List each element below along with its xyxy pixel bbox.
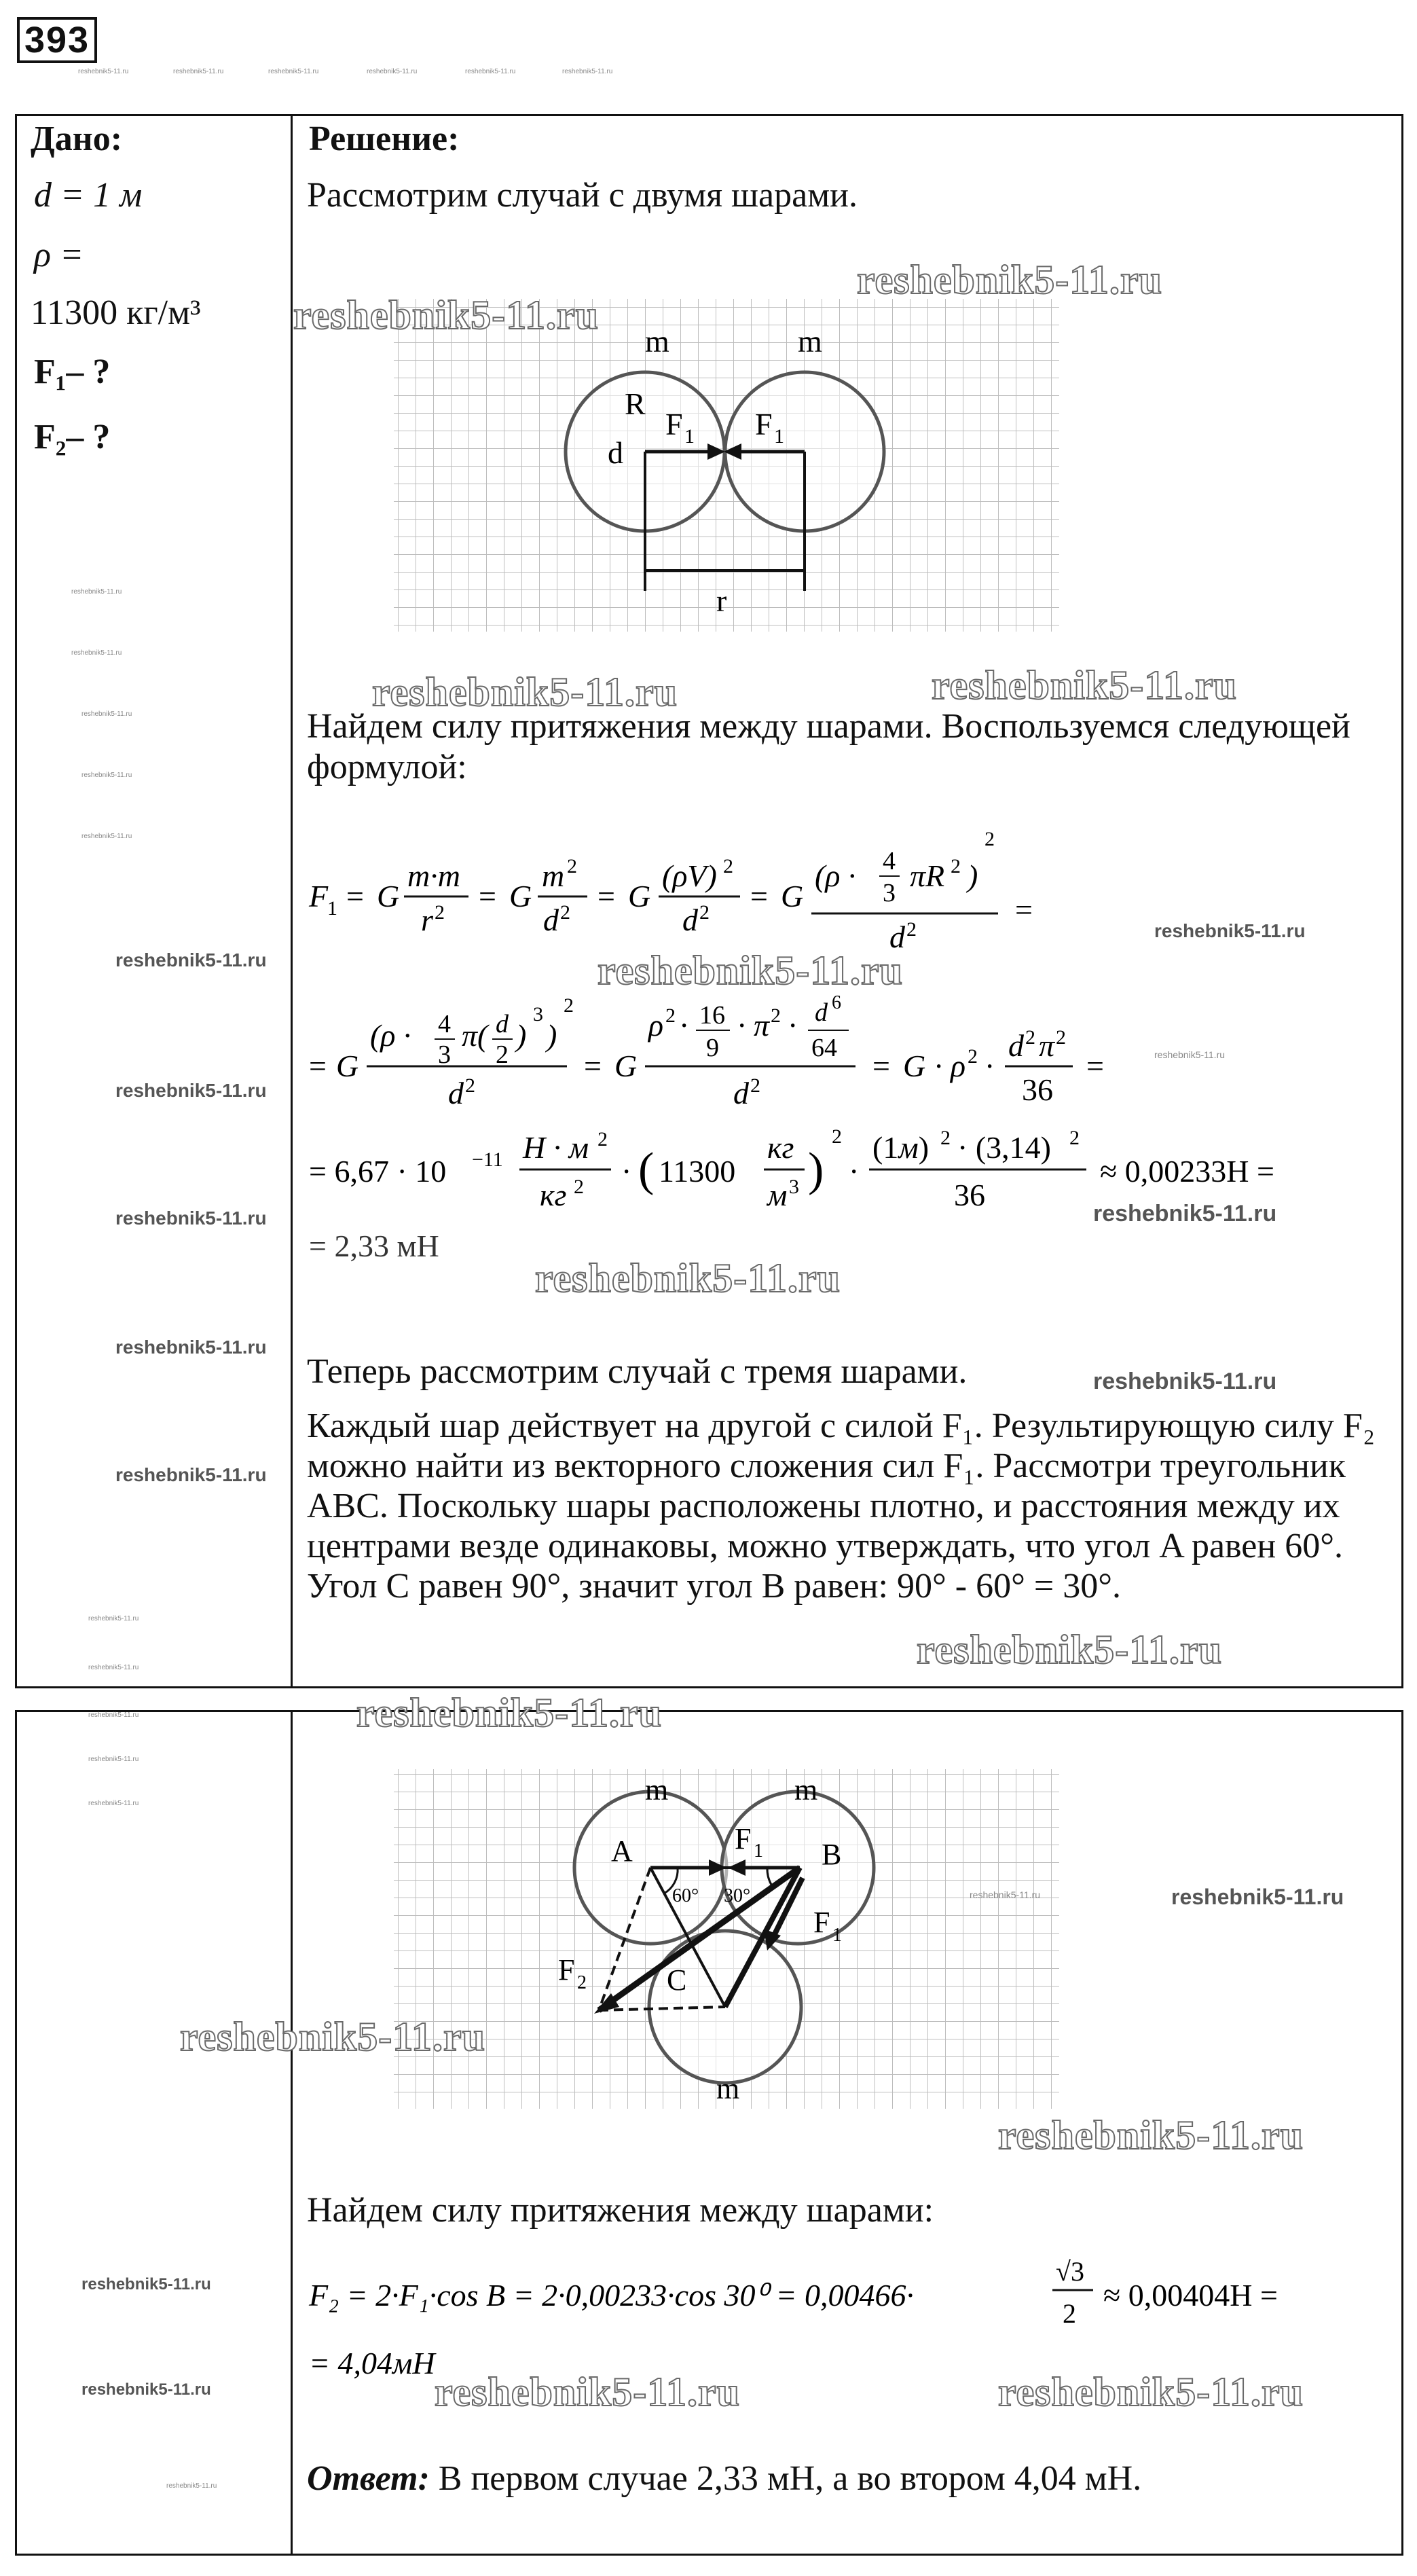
- watermark: reshebnik5-11.ru: [435, 2370, 740, 2414]
- svg-text:π: π: [754, 1008, 770, 1042]
- svg-text:64: 64: [811, 1034, 837, 1062]
- svg-text:· (3,14): · (3,14): [957, 1130, 1051, 1165]
- given-F1: F₁– ?: [34, 352, 111, 391]
- svg-text:m·m: m·m: [407, 858, 460, 893]
- svg-text:2: 2: [435, 901, 445, 924]
- svg-text:=: =: [597, 879, 615, 913]
- solution-title: Решение:: [309, 120, 460, 158]
- sub-F1-left: 1: [684, 425, 695, 448]
- watermark: reshebnik5-11.ru: [356, 1690, 662, 1735]
- sub-F2: 2: [577, 1972, 587, 1993]
- svg-text:2: 2: [699, 901, 710, 924]
- case-three-text: Теперь рассмотрим случай с тремя шарами.: [307, 1352, 968, 1391]
- find-force-text-1: Найдем силу притяжения между шарами. Воспользуемся следующей формулой:: [307, 707, 1350, 786]
- svg-text:G: G: [509, 879, 532, 913]
- watermark-mid: reshebnik5-11.ru: [115, 1464, 267, 1485]
- svg-text:G: G: [614, 1049, 638, 1083]
- svg-text:F: F: [309, 879, 329, 913]
- watermark: reshebnik5-11.ru: [998, 2370, 1304, 2414]
- svg-text:−11: −11: [472, 1148, 503, 1171]
- answer-label: Ответ:: [307, 2459, 430, 2498]
- svg-text:π(: π(: [462, 1018, 488, 1053]
- watermark: reshebnik5-11.ru: [597, 948, 903, 993]
- svg-text:2: 2: [1069, 1127, 1080, 1149]
- watermark-mid: reshebnik5-11.ru: [1154, 920, 1306, 941]
- svg-text:= 6,67 · 10: = 6,67 · 10: [309, 1154, 447, 1189]
- watermark: reshebnik5-11.ru: [917, 1627, 1222, 1672]
- watermark-mid: reshebnik5-11.ru: [115, 1208, 267, 1229]
- svg-text:H · м: H · м: [523, 1130, 589, 1165]
- watermark: reshebnik5-11.ru: [932, 663, 1237, 708]
- svg-text:√3: √3: [1056, 2256, 1084, 2287]
- svg-text:): ): [808, 1144, 824, 1196]
- label-C: C: [667, 1963, 687, 1997]
- svg-text:d: d: [889, 920, 905, 954]
- problem-number: 393: [17, 17, 97, 63]
- svg-text:G: G: [336, 1049, 359, 1083]
- diagram-three-spheres: [292, 1739, 1141, 2146]
- given-rho-label: ρ =: [34, 236, 84, 274]
- svg-text:2: 2: [1063, 2298, 1076, 2329]
- svg-text:=: =: [309, 1049, 327, 1083]
- svg-text:кг: кг: [767, 1130, 794, 1165]
- watermark-tiny: reshebnik5-11.ru: [1154, 1049, 1226, 1060]
- svg-text:2: 2: [906, 918, 917, 941]
- svg-text:(ρ ·: (ρ ·: [370, 1018, 411, 1053]
- watermark-tiny: reshebnik5-11.ru: [88, 1756, 139, 1763]
- svg-text:G: G: [903, 1049, 926, 1083]
- svg-text:=: =: [1015, 892, 1033, 927]
- watermark-tiny: reshebnik5-11.ru: [367, 68, 418, 75]
- label-r: r: [716, 583, 727, 618]
- svg-text:кг: кг: [540, 1178, 567, 1212]
- svg-text:r: r: [421, 903, 433, 937]
- watermark-mid: reshebnik5-11.ru: [115, 1337, 267, 1358]
- svg-text:м: м: [767, 1178, 788, 1212]
- watermark-tiny: reshebnik5-11.ru: [71, 649, 122, 657]
- svg-text:·: ·: [679, 1008, 690, 1042]
- svg-text:2: 2: [968, 1045, 978, 1068]
- result-1: = 2,33 мH: [309, 1229, 439, 1263]
- watermark-tiny: reshebnik5-11.ru: [81, 772, 132, 779]
- svg-text:2: 2: [567, 855, 577, 877]
- svg-text:2: 2: [1025, 1026, 1035, 1049]
- svg-text:·: ·: [849, 1154, 860, 1189]
- label-m-right: m: [798, 324, 822, 359]
- watermark-mid: reshebnik5-11.ru: [1093, 1368, 1277, 1394]
- svg-text:ρ: ρ: [951, 1049, 966, 1083]
- svg-text:11300: 11300: [659, 1154, 736, 1189]
- watermark-tiny: reshebnik5-11.ru: [88, 1615, 139, 1622]
- svg-text:2: 2: [597, 1128, 608, 1150]
- svg-text:3: 3: [883, 879, 896, 907]
- watermark-tiny: reshebnik5-11.ru: [88, 1711, 139, 1719]
- svg-text:m: m: [542, 858, 565, 893]
- given-rho-value: 11300 кг/м³: [31, 293, 201, 332]
- svg-text:d: d: [815, 998, 828, 1027]
- svg-text:πR: πR: [910, 858, 945, 893]
- watermark-tiny: reshebnik5-11.ru: [465, 68, 516, 75]
- svg-text:2: 2: [465, 1074, 475, 1097]
- label-F1-side: F: [813, 1906, 830, 1939]
- find-force-text-2: Найдем силу притяжения между шарами:: [307, 2191, 934, 2230]
- label-m-B: m: [794, 1773, 818, 1807]
- svg-text:3: 3: [438, 1040, 451, 1069]
- svg-text:d: d: [496, 1010, 509, 1038]
- svg-text:d: d: [682, 903, 698, 937]
- svg-text:·: ·: [788, 1008, 798, 1042]
- watermark-mid: reshebnik5-11.ru: [115, 949, 267, 970]
- watermark: reshebnik5-11.ru: [857, 257, 1162, 302]
- watermark: reshebnik5-11.ru: [180, 2014, 485, 2059]
- svg-text:=: =: [872, 1049, 890, 1083]
- svg-text:6: 6: [832, 992, 841, 1013]
- svg-text:·: ·: [934, 1049, 944, 1083]
- svg-text:3: 3: [789, 1176, 799, 1198]
- svg-text:2: 2: [1056, 1026, 1066, 1049]
- svg-text:G: G: [781, 879, 804, 913]
- explanation-text: Каждый шар действует на другой с силой F₁. Результирующую силу F₂ можно найти из векторного сложения сил F₁. Рассмотри треугольник ABC. Поскольку шары расположены плотно, и расстояния между их центрами везде одинаковы, можно утверждать, что угол A равен 60°. Угол C равен 90°, значит угол B равен: 90° - 60° = 30°.: [307, 1407, 1376, 1606]
- watermark: reshebnik5-11.ru: [535, 1256, 841, 1301]
- svg-text:(ρ ·: (ρ ·: [815, 858, 856, 893]
- watermark-tiny: reshebnik5-11.ru: [81, 710, 132, 718]
- svg-text:2: 2: [940, 1127, 951, 1149]
- watermark-mid: reshebnik5-11.ru: [81, 2380, 211, 2399]
- svg-text:π: π: [1039, 1028, 1055, 1063]
- svg-text:d: d: [1008, 1028, 1024, 1063]
- label-angle-60: 60°: [672, 1885, 699, 1906]
- watermark: reshebnik5-11.ru: [998, 2113, 1304, 2158]
- svg-text:=: =: [750, 879, 768, 913]
- given-d: d = 1 м: [34, 176, 143, 215]
- svg-text:9: 9: [706, 1034, 719, 1062]
- svg-text:2: 2: [750, 1074, 760, 1097]
- answer-text: В первом случае 2,33 мН, а во втором 4,04 мН.: [429, 2459, 1142, 2498]
- svg-text:36: 36: [954, 1178, 985, 1212]
- svg-text:(ρV): (ρV): [662, 858, 717, 893]
- svg-text:G: G: [628, 879, 651, 913]
- svg-text:d: d: [448, 1076, 464, 1110]
- label-F1-top: F: [735, 1822, 752, 1855]
- svg-text:): ): [547, 1018, 557, 1053]
- svg-text:2: 2: [574, 1176, 584, 1198]
- svg-text:4: 4: [883, 847, 896, 875]
- label-m-left: m: [645, 324, 669, 359]
- intro-text: Рассмотрим случай с двумя шарами.: [307, 176, 858, 215]
- svg-text:·: ·: [621, 1154, 632, 1189]
- svg-text:=: =: [479, 879, 496, 913]
- svg-text:ρ: ρ: [648, 1008, 664, 1042]
- label-B: B: [822, 1838, 842, 1871]
- svg-text:2: 2: [951, 855, 961, 877]
- svg-text:2: 2: [723, 855, 733, 877]
- watermark-tiny: reshebnik5-11.ru: [268, 68, 319, 75]
- label-F2: F: [558, 1953, 575, 1987]
- given-title: Дано:: [31, 120, 123, 158]
- watermark-tiny: reshebnik5-11.ru: [970, 1889, 1041, 1900]
- watermark-mid: reshebnik5-11.ru: [81, 2275, 211, 2293]
- watermark-tiny: reshebnik5-11.ru: [81, 833, 132, 840]
- watermark-mid: reshebnik5-11.ru: [1171, 1885, 1344, 1909]
- label-angle-30: 30°: [724, 1885, 751, 1906]
- svg-text:): ): [516, 1018, 527, 1053]
- watermark-tiny: reshebnik5-11.ru: [78, 68, 129, 75]
- svg-text:=: =: [346, 879, 364, 913]
- svg-text:2: 2: [665, 1004, 676, 1027]
- label-F1-right: F: [755, 407, 773, 441]
- label-m-A: m: [645, 1773, 669, 1807]
- svg-text:4: 4: [438, 1010, 451, 1038]
- svg-text:G: G: [377, 879, 400, 913]
- watermark-tiny: reshebnik5-11.ru: [88, 1664, 139, 1671]
- svg-text:=: =: [1086, 1049, 1104, 1083]
- svg-text:2: 2: [564, 994, 574, 1017]
- label-R: R: [625, 386, 646, 421]
- formula-2-tail: ≈ 0,00404H =: [1103, 2278, 1278, 2312]
- svg-text:3: 3: [533, 1003, 543, 1026]
- svg-text:=: =: [584, 1049, 602, 1083]
- watermark-tiny: reshebnik5-11.ru: [173, 68, 224, 75]
- watermark-tiny: reshebnik5-11.ru: [562, 68, 613, 75]
- svg-text:d: d: [543, 903, 559, 937]
- svg-text:2: 2: [984, 828, 995, 850]
- svg-text:2: 2: [771, 1004, 781, 1027]
- sub-F1-right: 1: [774, 425, 784, 448]
- sub-F1-top: 1: [754, 1840, 763, 1862]
- watermark-tiny: reshebnik5-11.ru: [166, 2482, 217, 2490]
- svg-text:): ): [968, 858, 978, 893]
- svg-text:2: 2: [560, 901, 570, 924]
- svg-text:2: 2: [496, 1040, 509, 1069]
- svg-text:1: 1: [327, 897, 337, 920]
- label-F1-left: F: [665, 407, 683, 441]
- label-m-C: m: [716, 2072, 740, 2105]
- sub-F1-side: 1: [832, 1925, 842, 1946]
- svg-text:d: d: [733, 1076, 749, 1110]
- watermark-tiny: reshebnik5-11.ru: [71, 588, 122, 596]
- approx-value-1: ≈ 0,00233H =: [1100, 1154, 1274, 1189]
- watermark-mid: reshebnik5-11.ru: [1093, 1201, 1277, 1227]
- label-A: A: [611, 1834, 633, 1868]
- svg-text:2: 2: [832, 1125, 842, 1148]
- result-2: = 4,04мH: [309, 2346, 435, 2380]
- svg-text:16: 16: [699, 1001, 725, 1030]
- svg-text:(: (: [638, 1144, 655, 1196]
- label-d: d: [608, 435, 623, 470]
- watermark-tiny: reshebnik5-11.ru: [88, 1800, 139, 1807]
- watermark: reshebnik5-11.ru: [372, 670, 678, 714]
- svg-text:·: ·: [737, 1008, 748, 1042]
- answer-line: [307, 2459, 1141, 2499]
- watermark-mid: reshebnik5-11.ru: [115, 1080, 267, 1101]
- watermark: reshebnik5-11.ru: [293, 293, 599, 338]
- svg-text:36: 36: [1022, 1072, 1053, 1107]
- svg-text:·: ·: [984, 1049, 995, 1083]
- given-F2: F₂– ?: [34, 418, 111, 456]
- formula-2: F₂ = 2·F₁·cos B = 2·0,00233·cos 30⁰ = 0,00466·: [309, 2278, 914, 2312]
- svg-text:(1м): (1м): [872, 1130, 930, 1165]
